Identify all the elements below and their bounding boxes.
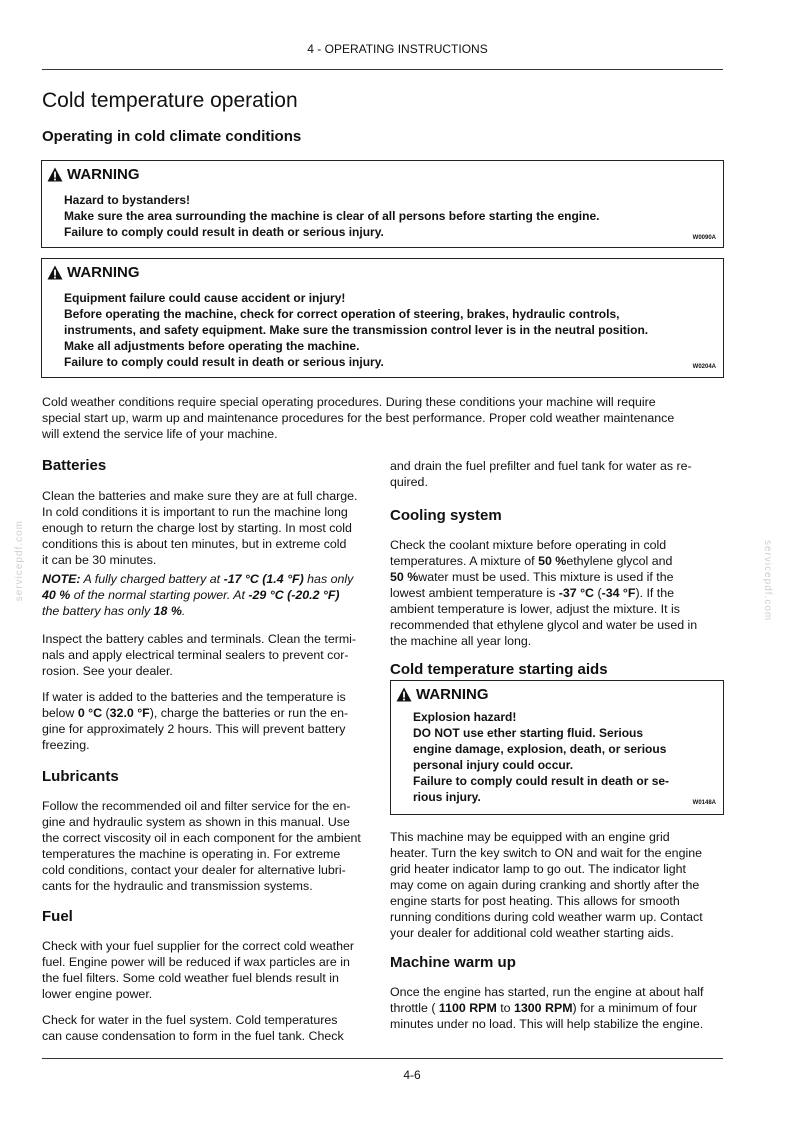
warning-text: Hazard to bystanders! Make sure the area surrounding the machine is clear of all persons before starting the engine. Failure to comply could result in death or serious injury. bbox=[64, 193, 600, 239]
heading-cooling-system: Cooling system bbox=[390, 507, 502, 524]
warning-box-explosion bbox=[390, 680, 724, 815]
section-subtitle: Operating in cold climate conditions bbox=[42, 128, 302, 145]
warning-title: WARNING bbox=[47, 166, 140, 183]
lubricants-paragraph: Follow the recommended oil and filter service for the en- gine and hydraulic system as shown in this manual. Use the correct viscosity oil in each component for the ambient temperatures the machine is operating in. For extreme cold conditions, contact your dealer for alternative lubri- cants for the hydraulic and transmission systems. bbox=[42, 799, 361, 893]
battery-inspect-paragraph: Inspect the battery cables and terminals. Clean the termi- nals and apply electrical terminal sealers to prevent cor- rosion. See your dealer. bbox=[42, 632, 357, 678]
heading-machine-warm-up: Machine warm up bbox=[390, 954, 516, 971]
warning-triangle-icon bbox=[47, 265, 63, 280]
heading-batteries: Batteries bbox=[42, 457, 107, 474]
battery-note: NOTE: A fully charged battery at -17 °C (1.4 °F) has only 40 % of the normal starting power. At -29 °C (-20.2 °F) the battery has only 18 %. bbox=[42, 572, 354, 618]
intro-paragraph: Cold weather conditions require special operating procedures. During these conditions your machine will require special start up, warm up and maintenance procedures for the best performance. Proper cold weather maintenance will extend the service life of your machine. bbox=[42, 395, 675, 441]
fuel-water-paragraph: Check for water in the fuel system. Cold temperatures can cause condensation to form in the fuel tank. Check bbox=[42, 1013, 344, 1043]
running-header: 4 - OPERATING INSTRUCTIONS bbox=[307, 42, 488, 56]
warning-title: WARNING bbox=[396, 686, 489, 703]
fuel-continued-paragraph: and drain the fuel prefilter and fuel tank for water as re- quired. bbox=[390, 459, 692, 489]
battery-water-paragraph: If water is added to the batteries and the temperature is below 0 °C (32.0 °F), charge the batteries or run the en- gine for approximately 2 hours. This will prevent battery freezing. bbox=[42, 690, 349, 752]
page-number: 4-6 bbox=[403, 1068, 421, 1082]
heading-lubricants: Lubricants bbox=[42, 768, 119, 785]
footer-rule bbox=[42, 1058, 723, 1059]
warning-text: Equipment failure could cause accident or injury! Before operating the machine, check for correct operation of steering, brakes, hydraulic controls, instruments, and safety equipment. Make sure the transmission control lever is in the neutral position. Make all adjustments before operating the machine. Failure to comply could result in death or serious injury. bbox=[64, 291, 649, 369]
heading-fuel: Fuel bbox=[42, 908, 73, 925]
watermark-right: servicepdf.com bbox=[762, 540, 773, 622]
cooling-paragraph: Check the coolant mixture before operating in cold temperatures. A mixture of 50 %ethylene glycol and 50 %water must be used. This mixture is used if the lowest ambient temperature is -37 °C (-34 °F). If the ambient temperature is lower, adjust the mixture. It is recommended that ethylene glycol and water be used in the machine all year long. bbox=[390, 538, 698, 648]
header-rule bbox=[42, 69, 723, 70]
warning-text: Explosion hazard! DO NOT use ether starting fluid. Serious engine damage, explosion, death, or serious personal injury could occur. Failure to comply could result in death or se- rious injury. bbox=[413, 710, 670, 804]
warning-code: W0204A bbox=[692, 364, 716, 370]
warning-box-equipment bbox=[41, 258, 724, 378]
warning-triangle-icon bbox=[396, 687, 412, 702]
warning-triangle-icon bbox=[47, 167, 63, 182]
heading-starting-aids: Cold temperature starting aids bbox=[390, 661, 608, 678]
warning-code: W0090A bbox=[692, 235, 716, 241]
starting-aids-paragraph: This machine may be equipped with an engine grid heater. Turn the key switch to ON and wait for the engine grid heater indicator lamp to go out. The indicator light may come on again during cranking and shortly after the engine starts for post heating. This allows for smooth running conditions during cold weather warm up. Contact your dealer for additional cold weather starting aids. bbox=[390, 830, 703, 940]
batteries-paragraph: Clean the batteries and make sure they are at full charge. In cold conditions it is important to run the machine long enough to return the charge lost by starting. In most cold conditions this is about ten minutes, but in extreme cold it can be 30 minutes. bbox=[42, 489, 358, 567]
watermark-left: servicepdf.com bbox=[14, 520, 25, 602]
warm-up-paragraph: Once the engine has started, run the engine at about half throttle ( 1100 RPM to 1300 RPM) for a minimum of four minutes under no load. This will help stabilize the engine. bbox=[390, 985, 704, 1031]
warning-title: WARNING bbox=[47, 264, 140, 281]
fuel-paragraph: Check with your fuel supplier for the correct cold weather fuel. Engine power will be reduced if wax particles are in the fuel filters. Some cold weather fuel blends result in lower engine power. bbox=[42, 939, 354, 1001]
warning-code: W0148A bbox=[692, 800, 716, 806]
page-title: Cold temperature operation bbox=[42, 89, 298, 112]
warning-box-bystanders bbox=[41, 160, 724, 248]
